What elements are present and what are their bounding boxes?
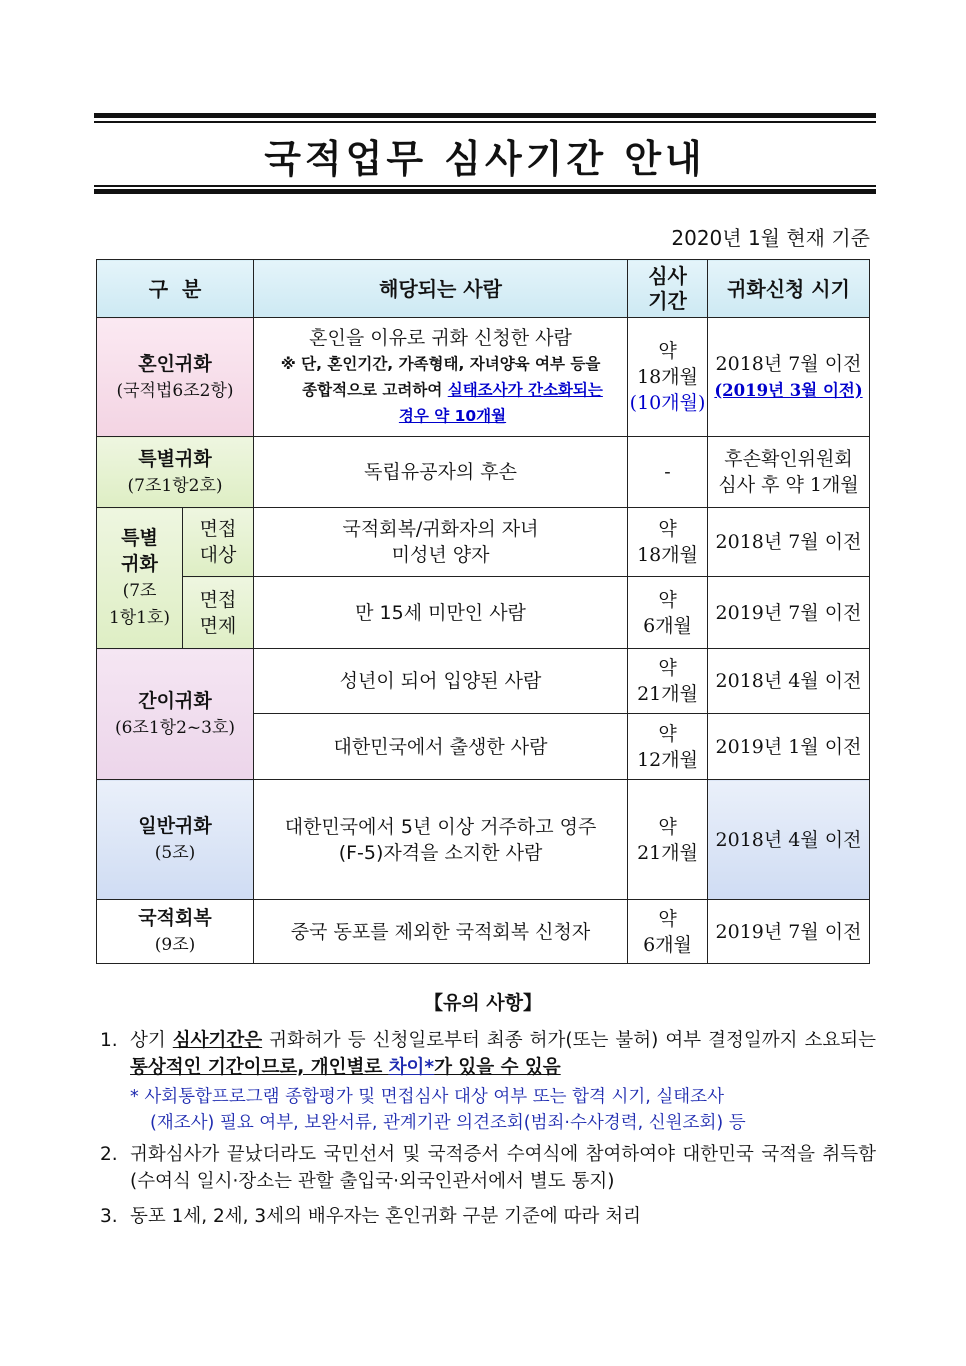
duration-prefix: 약 [658, 518, 677, 540]
duration-value: 21개월 [637, 841, 698, 864]
duration-value: 21개월 [637, 683, 698, 705]
reference-date: 2020년 1월 현재 기준 [671, 226, 870, 250]
cell-target-simple-born: 대한민국에서 출생한 사람 [254, 714, 628, 780]
subcategory-line2: 대상 [199, 544, 237, 566]
title-rule-bottom-thin [94, 185, 876, 187]
duration-prefix: 약 [658, 657, 677, 679]
cell-duration-restore [628, 900, 708, 964]
note1-may-vary: 가 있을 수 있음 [434, 1057, 561, 1078]
title-rule-top-thick [94, 113, 876, 118]
duration-prefix: 약 [658, 588, 677, 611]
note1-difference: 차이* [388, 1057, 435, 1078]
note-number: 2. [100, 1144, 118, 1165]
duration-value: 18개월 [637, 544, 698, 566]
table-row-restore [97, 900, 870, 964]
category-name: 간이귀화 [138, 689, 212, 712]
subcategory-line1: 면접 [199, 518, 237, 540]
cell-subcategory-exempt [183, 577, 254, 649]
cell-category-restore [97, 900, 254, 964]
table-header-row [97, 260, 870, 318]
note-number: 1. [100, 1030, 118, 1051]
cell-duration-marriage [628, 318, 708, 437]
category-name-line2: 귀화 [121, 553, 158, 575]
note-number: 3. [100, 1206, 118, 1227]
subcategory-line1: 면접 [199, 588, 237, 611]
apply-date-reduced: (2019년 3월 이전) [714, 380, 863, 400]
duration-value: 6개월 [643, 614, 692, 637]
category-law: (6조1항2~3호) [114, 717, 236, 738]
category-name: 혼인귀화 [138, 352, 212, 375]
category-name: 국적회복 [138, 907, 212, 929]
cell-target-simple-adopted: 성년이 되어 입양된 사람 [254, 649, 628, 714]
cell-duration-simple-born [628, 714, 708, 780]
cell-duration-general [628, 780, 708, 900]
cell-apply-general: 2018년 4월 이전 [708, 780, 870, 900]
cell-duration-simple-adopted [628, 649, 708, 714]
cell-target-restore: 중국 동포를 제외한 국적회복 신청자 [254, 900, 628, 964]
cell-subcategory-interview [183, 508, 254, 577]
category-name-line1: 특별 [121, 527, 158, 549]
header-duration-line1: 심사 [648, 263, 687, 288]
table-row-special-exempt [97, 577, 870, 649]
table-row-special-interview [97, 508, 870, 577]
title-rule-top-thin [94, 121, 876, 123]
cell-target-general [254, 780, 628, 900]
note3-text: 동포 1세, 2세, 3세의 배우자는 혼인귀화 구분 기준에 따라 처리 [130, 1206, 642, 1227]
target-note-line3: 경우 약 10개월 [398, 407, 507, 425]
cell-apply-simple-born: 2019년 1월 이전 [708, 714, 870, 780]
duration-prefix: 약 [658, 815, 677, 838]
asterisk-line1: * 사회통합프로그램 종합평가 및 면접심사 대상 여부 또는 합격 시기, 실태조사 [130, 1087, 724, 1107]
review-period-table [96, 259, 870, 964]
table-row-special-descendant [97, 437, 870, 508]
cell-target-special-exempt: 만 15세 미만인 사람 [254, 577, 628, 649]
cell-duration-special-descendant: - [628, 437, 708, 508]
apply-date: 2018년 7월 이전 [715, 352, 862, 375]
target-line1: 대한민국에서 5년 이상 거주하고 영주 [284, 815, 597, 838]
duration-value: 18개월 [637, 366, 698, 388]
cell-category-simple [97, 649, 254, 780]
cell-category-special-child [97, 508, 183, 649]
duration-reduced: (10개월) [629, 392, 706, 414]
category-law: (국적법6조2항) [116, 380, 234, 401]
table-row-simple-adopted [97, 649, 870, 714]
duration-value: 6개월 [643, 933, 692, 956]
table-row-general [97, 780, 870, 900]
cell-category-general [97, 780, 254, 900]
note-item-1 [100, 1027, 876, 1081]
apply-line2: 심사 후 약 1개월 [718, 474, 859, 496]
subcategory-line2: 면제 [199, 614, 237, 637]
target-text: 혼인을 이유로 귀화 신청한 사람 [309, 327, 572, 349]
page-title: 국적업무 심사기간 안내 [264, 137, 706, 181]
note-asterisk [130, 1084, 876, 1136]
cell-apply-restore: 2019년 7월 이전 [708, 900, 870, 964]
note2-text: 귀화심사가 끝났더라도 국민선서 및 국적증서 수여식에 참여하여야 대한민국 국적을 취득함(수여식 일시·장소는 관할 출입국·외국인관서에서 별도 통지) [130, 1144, 876, 1192]
target-note-line2: 종합적으로 고려하여 [302, 381, 448, 399]
cell-target-special-descendant: 독립유공자의 후손 [254, 437, 628, 508]
header-apply: 귀화신청 시기 [708, 260, 870, 318]
note-item-3 [100, 1203, 876, 1230]
cell-duration-special-exempt [628, 577, 708, 649]
duration-value: 12개월 [637, 748, 698, 771]
category-law-line1: (7조 [122, 581, 157, 601]
apply-line1: 후손확인위원회 [724, 448, 853, 470]
note1-part-a: 상기 [130, 1030, 173, 1051]
category-law: (7조1항2호) [127, 475, 223, 496]
category-name: 특별귀화 [138, 447, 212, 470]
asterisk-line2: (재조사) 필요 여부, 보완서류, 관계기관 의견조회(범죄·수사경력, 신원조회) 등 [150, 1113, 746, 1133]
table-row-marriage [97, 318, 870, 437]
cell-duration-special-interview [628, 508, 708, 577]
note-item-2 [100, 1141, 876, 1195]
cell-target-special-interview [254, 508, 628, 577]
notes-title: 【유의 사항】 [423, 992, 543, 1014]
duration-prefix: 약 [658, 340, 677, 362]
header-target: 해당되는 사람 [254, 260, 628, 318]
note1-review-period: 심사기간은 [172, 1030, 263, 1051]
header-duration-line2: 기간 [648, 288, 687, 313]
cell-category-special-descendant [97, 437, 254, 508]
category-name: 일반귀화 [138, 815, 212, 837]
target-note-highlight: 실태조사가 간소화되는 [447, 381, 603, 399]
cell-apply-simple-adopted: 2018년 4월 이전 [708, 649, 870, 714]
target-line2: (F-5)자격을 소지한 사람 [338, 841, 543, 864]
category-law-line2: 1항1호) [108, 608, 171, 628]
header-duration [628, 260, 708, 318]
target-note-line1: ※ 단, 혼인기간, 가족형태, 자녀양육 여부 등을 [280, 355, 601, 373]
category-law: (9조) [154, 935, 196, 955]
note1-part-c: 귀화허가 등 신청일로부터 최종 허가(또는 불허) 여부 결정일까지 소요되는 [262, 1030, 876, 1051]
cell-target-marriage [254, 318, 628, 437]
duration-prefix: 약 [658, 907, 677, 930]
cell-category-marriage [97, 318, 254, 437]
cell-apply-marriage [708, 318, 870, 437]
cell-apply-special-exempt: 2019년 7월 이전 [708, 577, 870, 649]
target-line2: 미성년 양자 [391, 544, 490, 566]
note1-usual-period: 통상적인 기간이므로, 개인별로 [130, 1057, 389, 1078]
category-law: (5조) [154, 843, 196, 863]
cell-apply-special-descendant [708, 437, 870, 508]
header-category: 구 분 [97, 260, 254, 318]
title-rule-bottom-thick [94, 189, 876, 194]
duration-prefix: 약 [658, 722, 677, 745]
target-line1: 국적회복/귀화자의 자녀 [342, 518, 539, 540]
cell-apply-special-interview: 2018년 7월 이전 [708, 508, 870, 577]
